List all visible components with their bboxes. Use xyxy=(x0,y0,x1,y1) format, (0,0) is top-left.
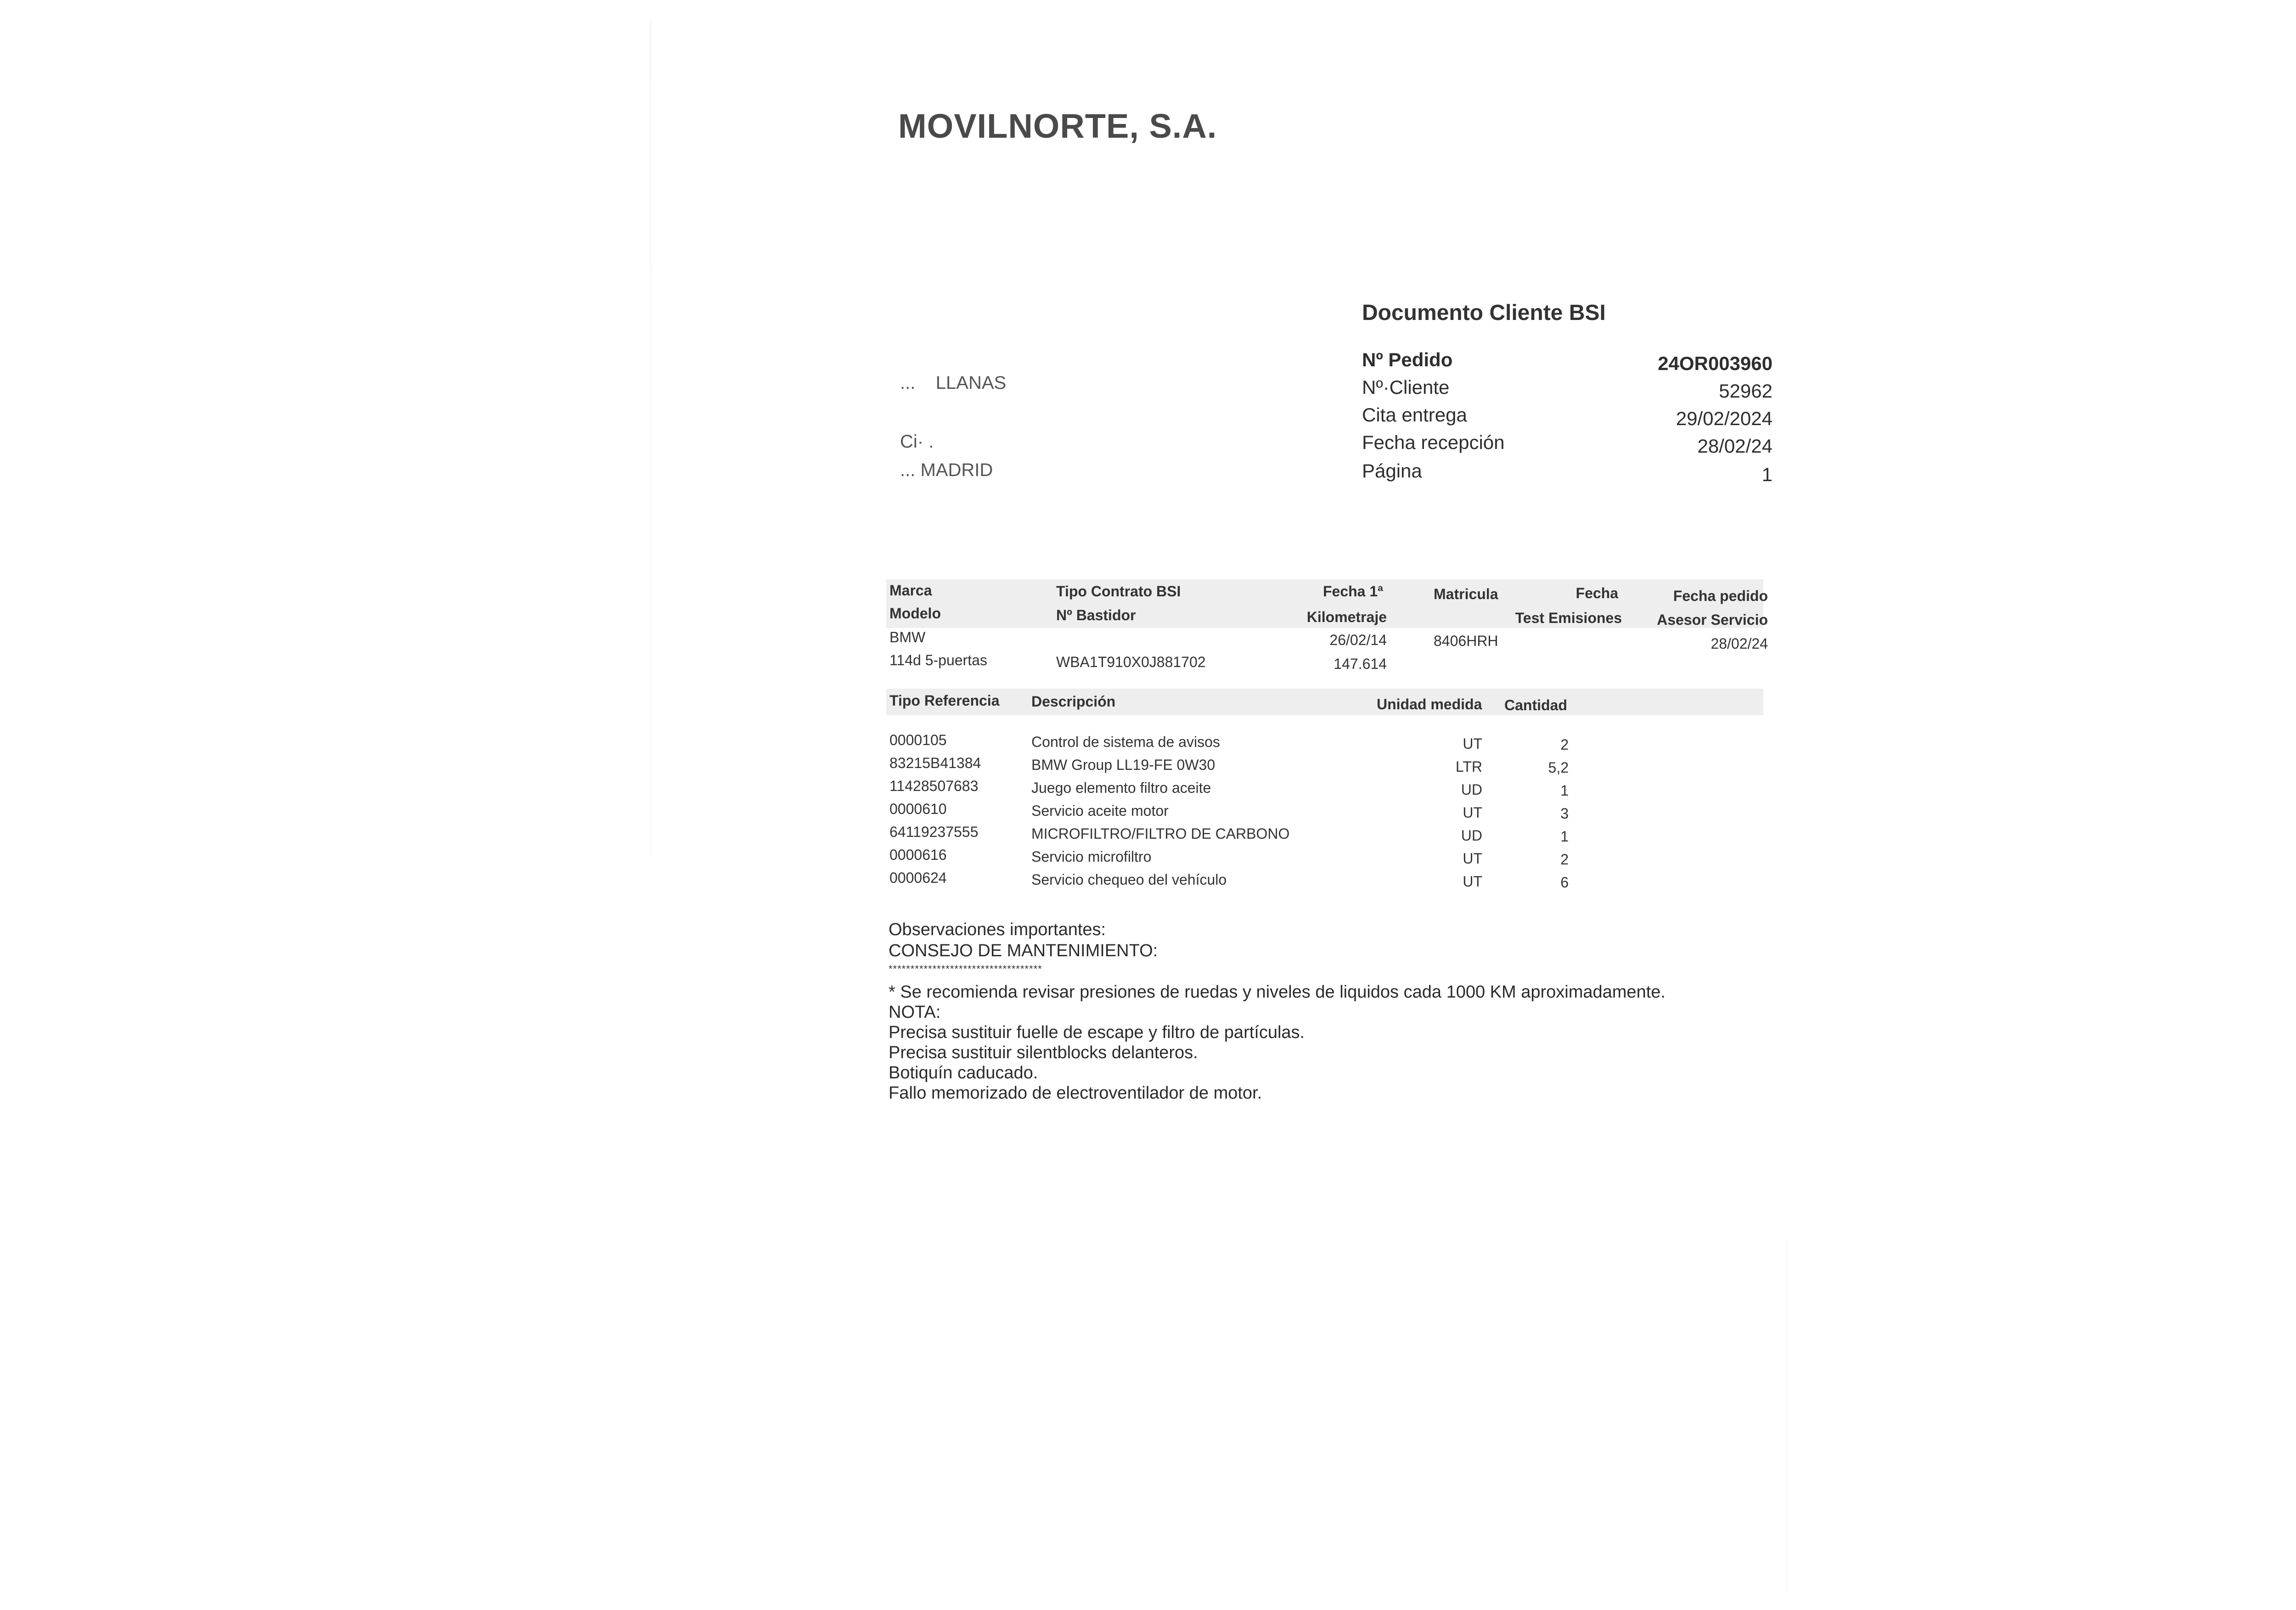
address-line-3: ... MADRID xyxy=(900,460,993,477)
scan-page-edge-right xyxy=(1786,1240,1788,1593)
unit-header: Unidad medida xyxy=(1377,696,1482,712)
brand-header: Marca xyxy=(889,582,932,599)
item-unit: UT xyxy=(1463,735,1482,752)
reception-date-label: Fecha recepción xyxy=(1362,432,1505,453)
item-description: Servicio microfiltro xyxy=(1031,848,1152,865)
item-description: Servicio aceite motor xyxy=(1031,802,1169,819)
document-title: Documento Cliente BSI xyxy=(1362,301,1606,325)
item-quantity: 1 xyxy=(1560,828,1569,845)
observation-line: Precisa sustituir fuelle de escape y filtro de partículas. xyxy=(889,1023,1305,1042)
company-name: MOVILNORTE, S.A. xyxy=(898,107,1217,145)
observation-line: * Se recomienda revisar presiones de ruedas y niveles de liquidos cada 1000 KM aproximadamente. xyxy=(889,982,1666,1002)
item-reference: 0000610 xyxy=(889,801,947,817)
address-line-1: ... LLANAS xyxy=(900,373,1007,391)
service-advisor-header: Asesor Servicio xyxy=(1657,611,1768,628)
description-header: Descripción xyxy=(1031,693,1116,710)
item-quantity: 2 xyxy=(1560,736,1569,753)
first-date-value: 26/02/14 xyxy=(1329,632,1387,648)
plate-header: Matricula xyxy=(1434,586,1498,602)
mileage-value: 147.614 xyxy=(1334,656,1387,672)
model-header: Modelo xyxy=(889,605,941,622)
delivery-date-label: Cita entrega xyxy=(1362,404,1467,426)
observation-line: Botiquín caducado. xyxy=(889,1063,1038,1083)
item-reference: 0000105 xyxy=(889,732,947,748)
item-reference: 64119237555 xyxy=(889,824,979,840)
item-quantity: 3 xyxy=(1560,805,1569,822)
reception-date-value: 28/02/24 xyxy=(1697,435,1773,457)
date-header: Fecha xyxy=(1576,585,1618,601)
items-header-band xyxy=(886,689,1763,715)
emissions-test-header: Test Emisiones xyxy=(1515,610,1622,626)
plate-value: 8406HRH xyxy=(1434,633,1498,649)
mileage-header: Kilometraje xyxy=(1306,609,1387,625)
item-description: Control de sistema de avisos xyxy=(1031,734,1220,750)
item-reference: 0000616 xyxy=(889,847,947,863)
item-reference: 83215B41384 xyxy=(889,755,981,771)
item-unit: UD xyxy=(1461,827,1482,844)
page-value: 1 xyxy=(1761,464,1773,485)
model-value: 114d 5-puertas xyxy=(889,652,987,668)
item-reference: 11428507683 xyxy=(889,778,979,794)
address-line-2: Ci· . xyxy=(900,432,934,450)
brand-value: BMW xyxy=(889,629,926,645)
observation-line: Precisa sustituir silentblocks delanteros. xyxy=(889,1043,1198,1062)
item-unit: UT xyxy=(1463,873,1482,890)
item-unit: LTR xyxy=(1455,758,1482,775)
client-number-label: Nº·Cliente xyxy=(1362,376,1450,398)
item-description: Juego elemento filtro aceite xyxy=(1031,780,1211,796)
scan-page-edge xyxy=(650,18,652,858)
item-quantity: 6 xyxy=(1560,874,1569,891)
order-number-label: Nº Pedido xyxy=(1362,349,1453,370)
item-unit: UT xyxy=(1463,804,1482,821)
item-quantity: 5,2 xyxy=(1548,759,1569,776)
item-description: BMW Group LL19-FE 0W30 xyxy=(1031,757,1216,773)
item-quantity: 2 xyxy=(1560,851,1569,868)
chassis-header: Nº Bastidor xyxy=(1056,607,1136,623)
observation-line: Fallo memorizado de electroventilador de motor. xyxy=(889,1083,1262,1103)
delivery-date-value: 29/02/2024 xyxy=(1676,408,1773,429)
reference-header: Tipo Referencia xyxy=(889,692,1000,709)
order-number-value: 24OR003960 xyxy=(1658,353,1773,374)
first-date-header: Fecha 1ª xyxy=(1322,583,1383,600)
order-date-value: 28/02/24 xyxy=(1711,635,1768,652)
item-description: Servicio chequeo del vehículo xyxy=(1031,871,1227,888)
item-unit: UD xyxy=(1461,781,1482,798)
observation-line: NOTA: xyxy=(889,1003,941,1022)
client-number-value: 52962 xyxy=(1719,380,1773,402)
observations-title: Observaciones importantes: xyxy=(889,920,1106,939)
contract-type-header: Tipo Contrato BSI xyxy=(1056,583,1181,600)
maintenance-advice-title: CONSEJO DE MANTENIMIENTO: xyxy=(889,941,1158,960)
order-date-header: Fecha pedido xyxy=(1673,588,1768,604)
quantity-header: Cantidad xyxy=(1504,697,1567,713)
item-description: MICROFILTRO/FILTRO DE CARBONO xyxy=(1031,825,1290,842)
asterisk-separator: *********************************** xyxy=(889,963,1042,975)
page-label: Página xyxy=(1362,460,1422,482)
item-unit: UT xyxy=(1463,850,1482,867)
item-reference: 0000624 xyxy=(889,870,947,886)
chassis-value: WBA1T910X0J881702 xyxy=(1056,654,1206,670)
item-quantity: 1 xyxy=(1560,782,1569,799)
